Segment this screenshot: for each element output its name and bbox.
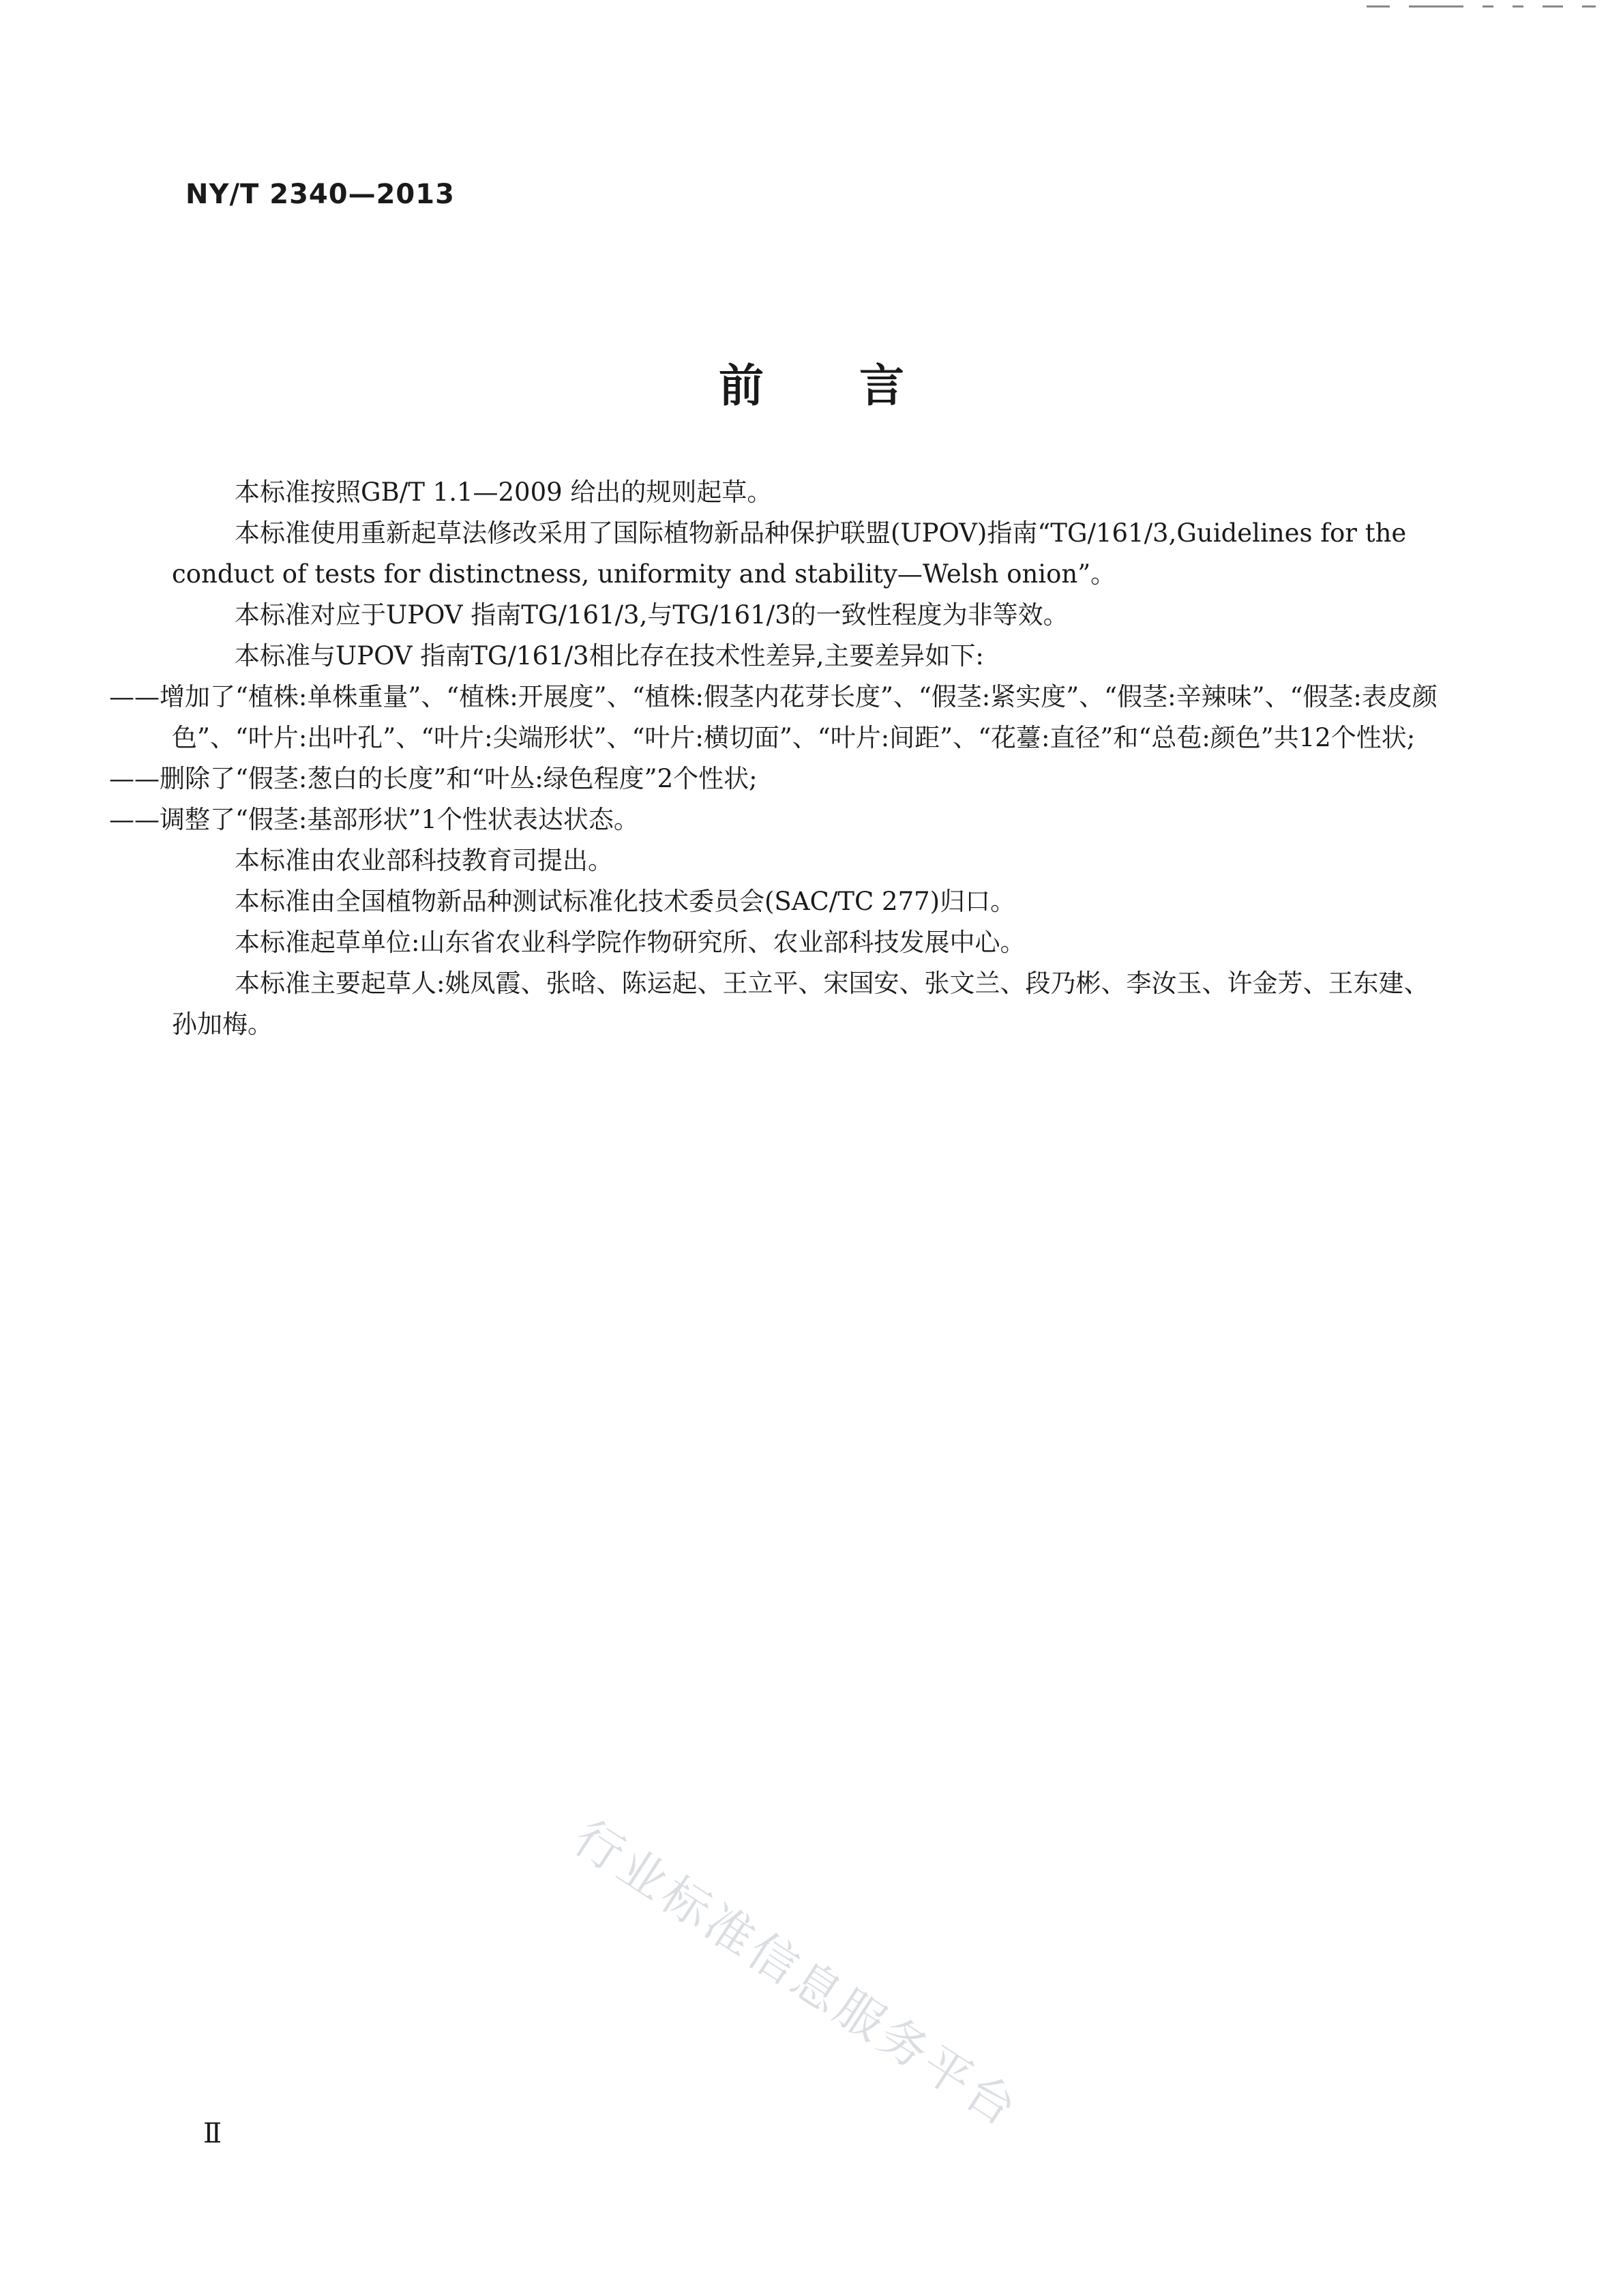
page-title: 前言 xyxy=(719,359,1000,412)
watermark: 行业标准信息服务平台 xyxy=(564,1809,1030,2139)
paragraph: 本标准主要起草人:姚凤霞、张晗、陈运起、王立平、宋国安、张文兰、段乃彬、李汝玉、许金芳、王东建、孙加梅。 xyxy=(172,969,1429,1039)
document-code: NY/T 2340—2013 xyxy=(185,179,455,210)
difference-item: ——调整了“假茎:基部形状”1个性状表达状态。 xyxy=(109,805,639,834)
top-edge-marks xyxy=(1367,5,1596,8)
paragraph: 本标准由全国植物新品种测试标准化技术委员会(SAC/TC 277)归口。 xyxy=(235,887,1016,916)
paragraph: 本标准由农业部科技教育司提出。 xyxy=(235,846,613,875)
paragraph: 本标准对应于UPOV 指南TG/161/3,与TG/161/3的一致性程度为非等效。 xyxy=(235,600,1069,630)
page-number: Ⅱ xyxy=(203,2118,222,2149)
paragraph: 本标准使用重新起草法修改采用了国际植物新品种保护联盟(UPOV)指南“TG/161/3,Guidelines for the conduct of tests for distinctness, uniformity and stability—Welsh onion”。 xyxy=(172,518,1407,589)
difference-item: ——增加了“植株:单株重量”、“植株:开展度”、“植株:假茎内花芽长度”、“假茎:紧实度”、“假茎:辛辣味”、“假茎:表皮颜色”、“叶片:出叶孔”、“叶片:尖端形状”、“叶片:横切面”、“叶片:间距”、“花薹:直径”和“总苞:颜色”共12个性状; xyxy=(109,682,1438,752)
difference-item: ——删除了“假茎:葱白的长度”和“叶丛:绿色程度”2个性状; xyxy=(109,764,758,793)
paragraph: 本标准与UPOV 指南TG/161/3相比存在技术性差异,主要差异如下: xyxy=(235,641,984,671)
document-body xyxy=(109,472,1454,1045)
paragraph: 本标准按照GB/T 1.1—2009 给出的规则起草。 xyxy=(235,477,773,507)
paragraph: 本标准起草单位:山东省农业科学院作物研究所、农业部科技发展中心。 xyxy=(235,928,1026,957)
